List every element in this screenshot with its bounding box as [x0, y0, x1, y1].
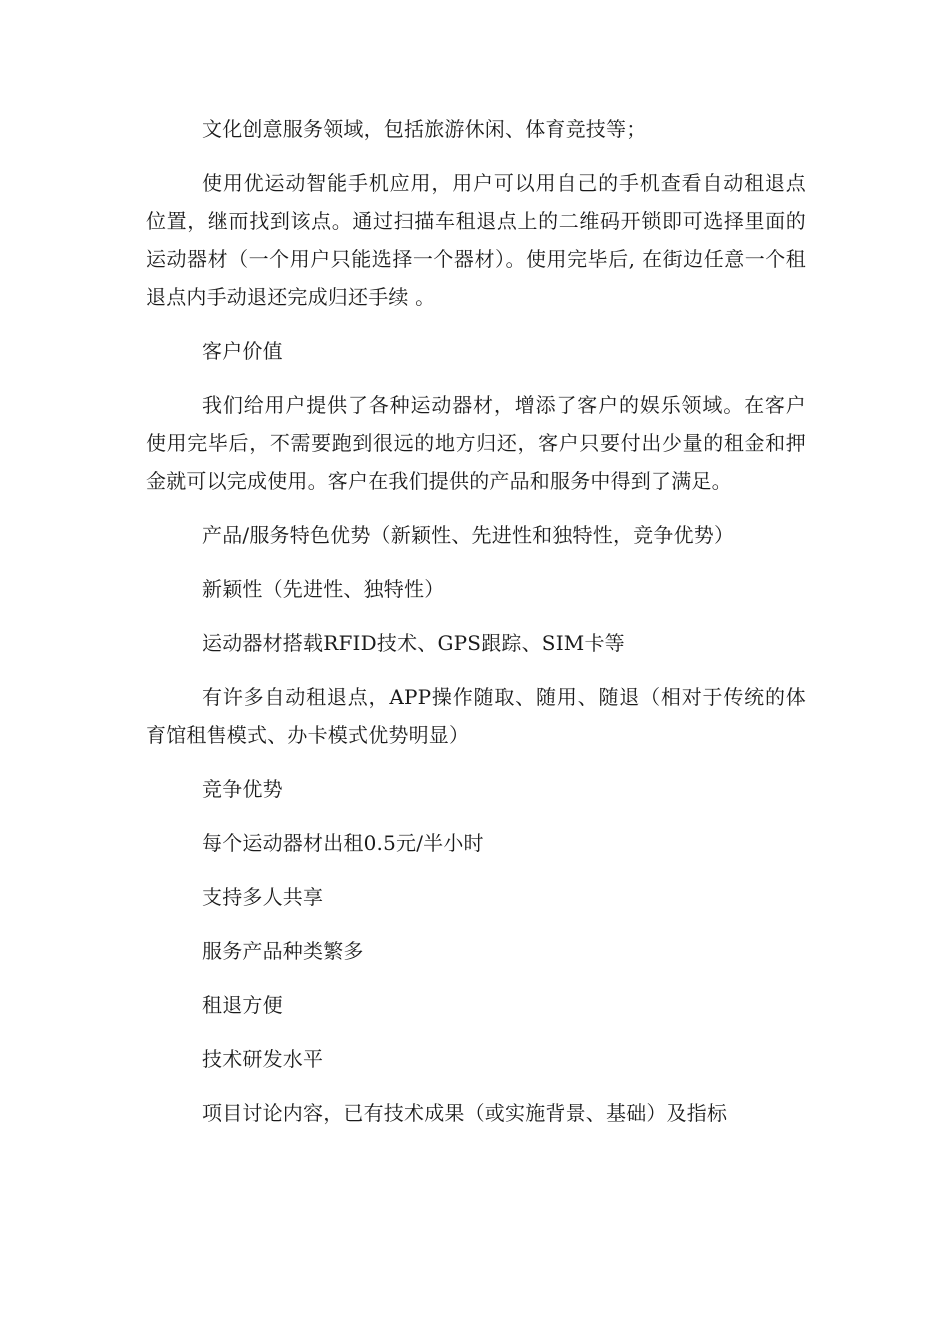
- paragraph-technology: 运动器材搭载RFID技术、GPS跟踪、SIM卡等: [202, 631, 625, 655]
- paragraph-rental-points: 有许多自动租退点，APP操作随取、随用、随退（相对于传统的体育馆租售模式、办卡模式优势明显）: [146, 685, 806, 747]
- paragraph-customer-value: 我们给用户提供了各种运动器材，增添了客户的娱乐领域。在客户使用完毕后，不需要跑到很远的地方归还，客户只要付出少量的租金和押金就可以完成使用。客户在我们提供的产品和服务中得到了满足。: [146, 393, 806, 493]
- paragraph-project-discussion: 项目讨论内容，已有技术成果（或实施背景、基础）及指标: [202, 1101, 728, 1125]
- heading-product-advantages: 产品/服务特色优势（新颖性、先进性和独特性，竞争优势）: [202, 523, 735, 547]
- heading-rd-level: 技术研发水平: [202, 1047, 324, 1071]
- paragraph-sharing: 支持多人共享: [202, 885, 324, 909]
- heading-novelty: 新颖性（先进性、独特性）: [202, 577, 445, 601]
- paragraph-convenience: 租退方便: [202, 993, 283, 1017]
- document-body: [146, 110, 806, 1148]
- heading-customer-value: 客户价值: [202, 339, 283, 363]
- paragraph-scope: 文化创意服务领域，包括旅游休闲、体育竞技等；: [202, 117, 647, 141]
- paragraph-app-usage: 使用优运动智能手机应用，用户可以用自己的手机查看自动租退点位置，继而找到该点。通过扫描车租退点上的二维码开锁即可选择里面的运动器材（一个用户只能选择一个器材）。使用完毕后, 在街边任意一个租退点内手动退还完成归还手续 。: [146, 171, 806, 309]
- heading-competitive-advantage: 竞争优势: [202, 777, 283, 801]
- paragraph-variety: 服务产品种类繁多: [202, 939, 364, 963]
- paragraph-pricing: 每个运动器材出租0.5元/半小时: [202, 831, 484, 855]
